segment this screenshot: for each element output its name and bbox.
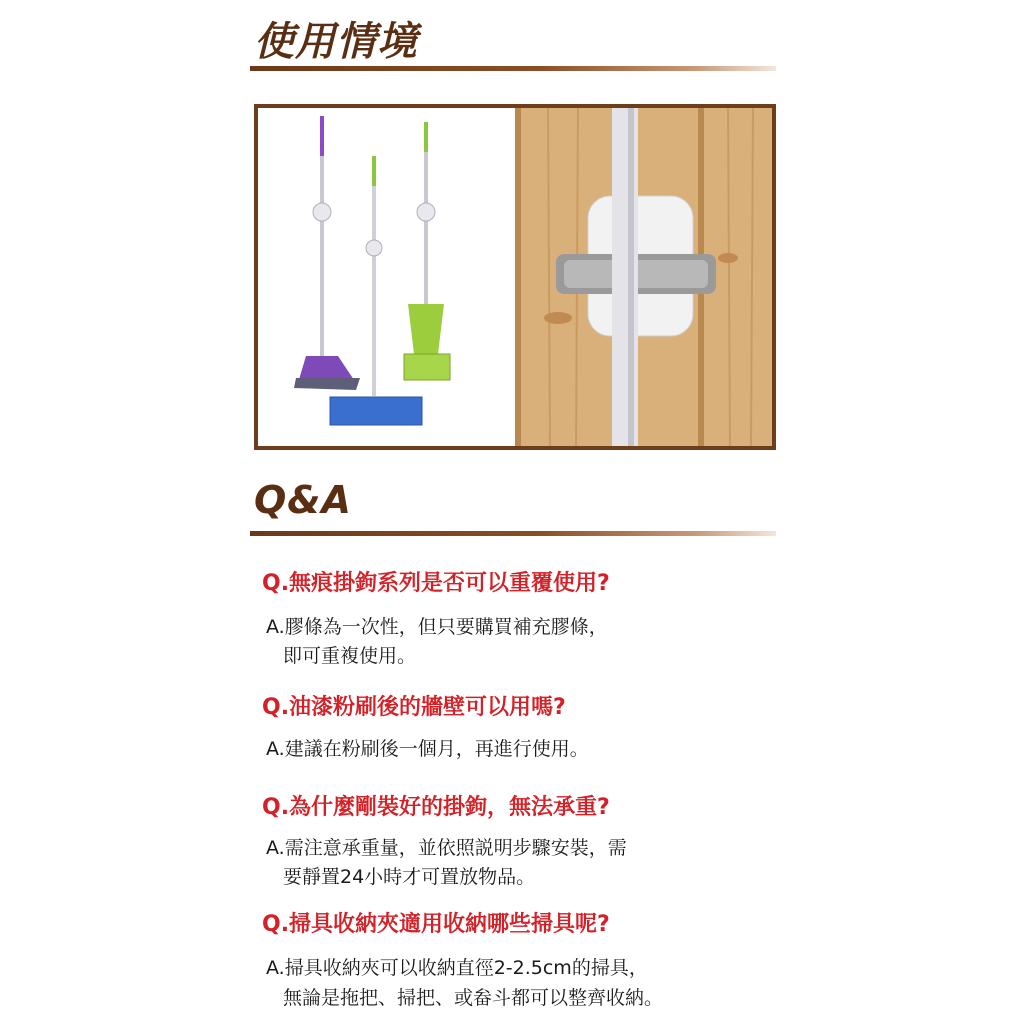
section-title-usage: 使用情境 [254, 19, 418, 65]
section-divider [250, 66, 776, 71]
answer-3-line-2: 要靜置24小時才可置放物品。 [283, 866, 536, 888]
answer-4-line-1: A.掃具收納夾可以收納直徑2-2.5cm的掃具， [266, 957, 648, 979]
section-title-qa: Q&A [254, 478, 352, 522]
question-1: Q.無痕掛鉤系列是否可以重覆使用? [262, 571, 610, 596]
answer-1-line-2: 即可重複使用。 [283, 645, 417, 667]
usage-scene-image [254, 104, 776, 450]
question-4: Q.掃具收納夾適用收納哪些掃具呢? [262, 912, 610, 937]
answer-1-line-1: A.膠條為一次性，但只要購買補充膠條， [266, 616, 608, 638]
question-3: Q.為什麼剛裝好的掛鉤，無法承重? [262, 795, 610, 820]
answer-4-line-2: 無論是拖把、掃把、或畚斗都可以整齊收納。 [283, 987, 664, 1009]
answer-2-line-1: A.建議在粉刷後一個月，再進行使用。 [266, 738, 589, 760]
section-divider [250, 531, 776, 536]
usage-illustration [258, 108, 772, 446]
answer-3-line-1: A.需注意承重量，並依照説明步驟安裝，需 [266, 837, 627, 859]
question-2: Q.油漆粉刷後的牆壁可以用嗎? [262, 695, 566, 720]
